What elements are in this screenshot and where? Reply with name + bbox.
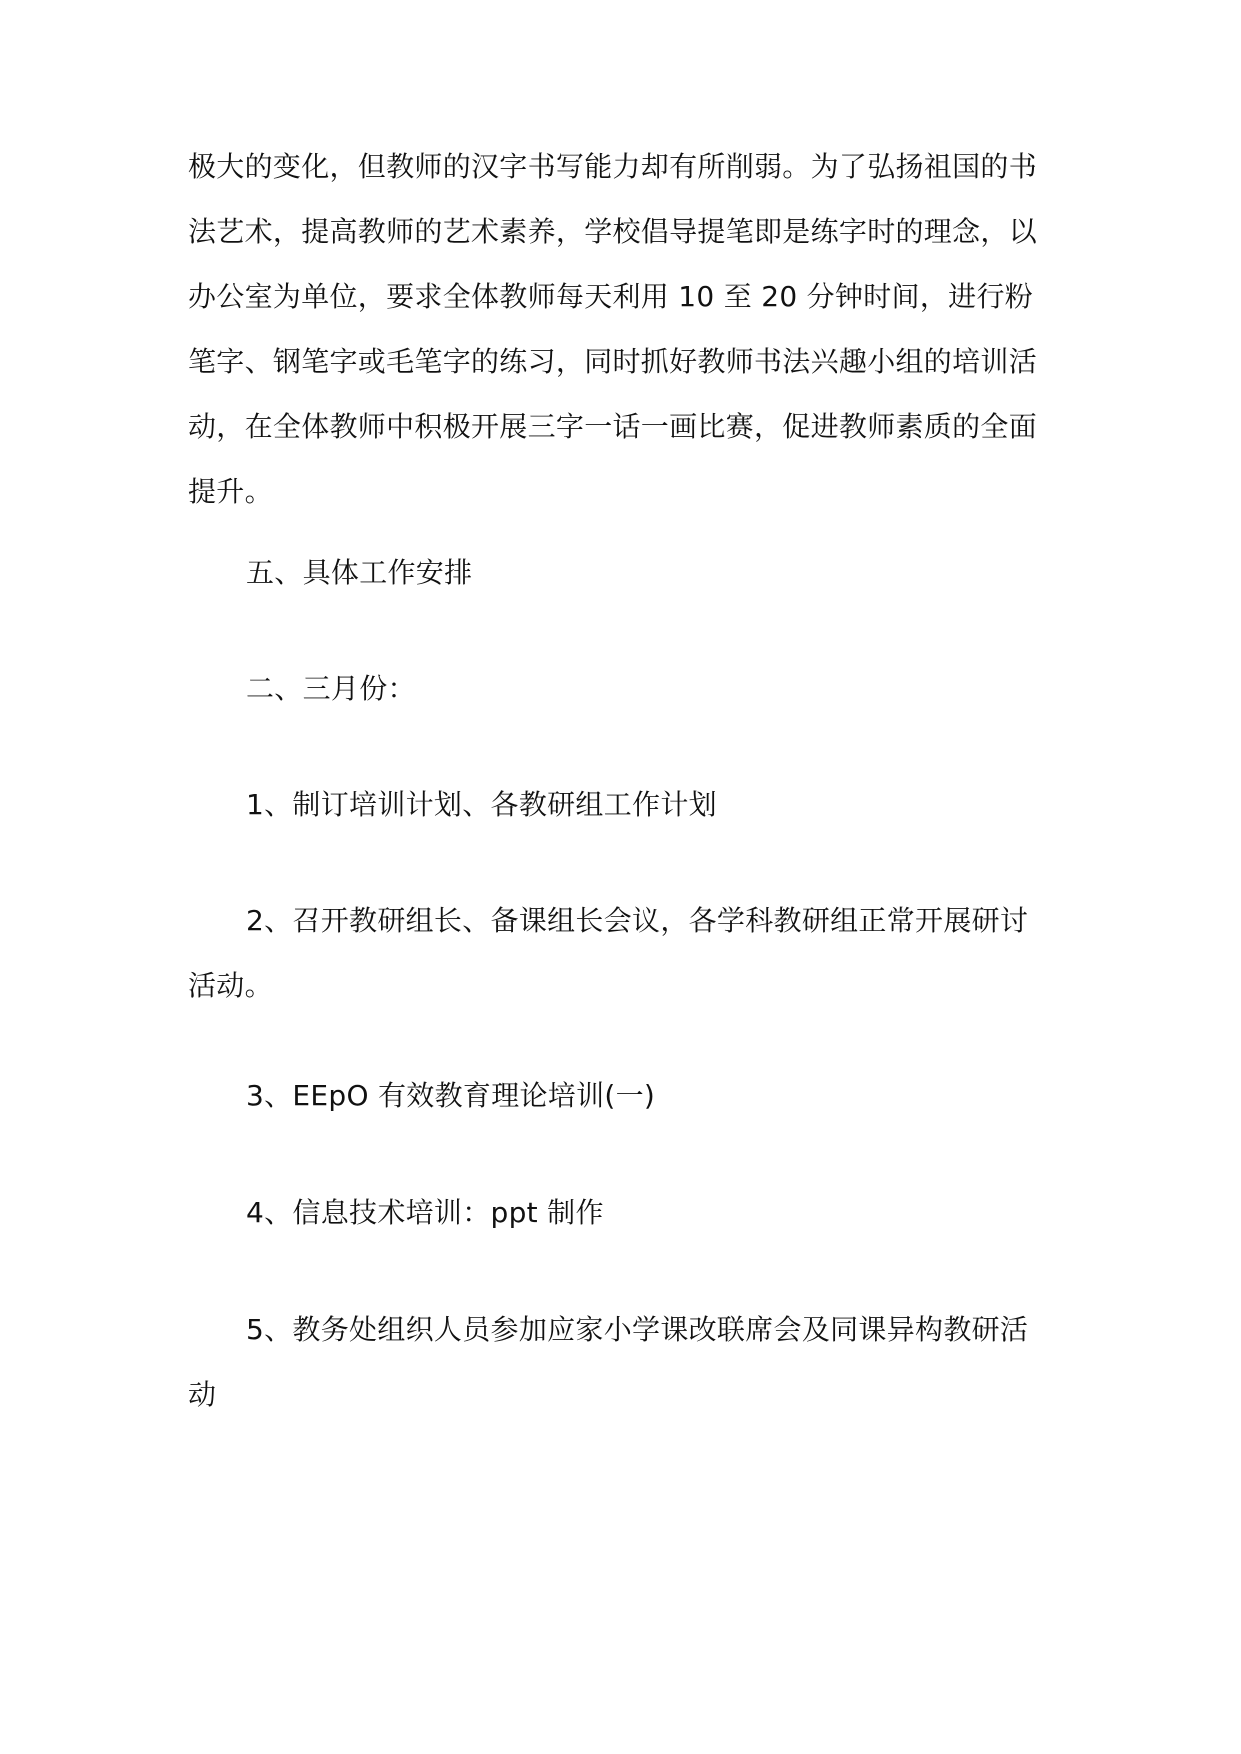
list-item — [188, 888, 1058, 1018]
paragraph-line: 动，在全体教师中积极开展三字一话一画比赛，促进教师素质的全面 — [188, 410, 1038, 443]
list-item — [188, 1297, 1058, 1427]
paragraph-line: 提升。 — [188, 475, 273, 508]
paragraph-line: 法艺术，提高教师的艺术素养，学校倡导提笔即是练字时的理念，以 — [188, 215, 1038, 248]
paragraph-line: 极大的变化，但教师的汉字书写能力却有所削弱。为了弘扬祖国的书 — [188, 150, 1038, 183]
body-paragraph — [188, 134, 1058, 524]
list-item-line: 活动。 — [188, 969, 273, 1002]
list-item-line: 动 — [188, 1378, 217, 1411]
list-item — [188, 772, 1058, 837]
month-heading: 二、三月份： — [246, 672, 416, 705]
section-heading: 五、具体工作安排 — [246, 556, 473, 589]
paragraph-line: 办公室为单位，要求全体教师每天利用 10 至 20 分钟时间，进行粉 — [188, 280, 1034, 313]
list-item-line: 2、召开教研组长、备课组长会议，各学科教研组正常开展研讨 — [246, 904, 1029, 937]
list-item-line: 5、教务处组织人员参加应家小学课改联席会及同课异构教研活 — [246, 1313, 1029, 1346]
list-item-line: 4、信息技术培训：ppt 制作 — [246, 1196, 604, 1229]
paragraph-line: 笔字、钢笔字或毛笔字的练习，同时抓好教师书法兴趣小组的培训活 — [188, 345, 1038, 378]
list-item-line: 1、制订培训计划、各教研组工作计划 — [246, 788, 717, 821]
list-item — [188, 1180, 1058, 1245]
list-item — [188, 1063, 1058, 1128]
list-item-line: 3、EEpO 有效教育理论培训(一) — [246, 1079, 656, 1112]
